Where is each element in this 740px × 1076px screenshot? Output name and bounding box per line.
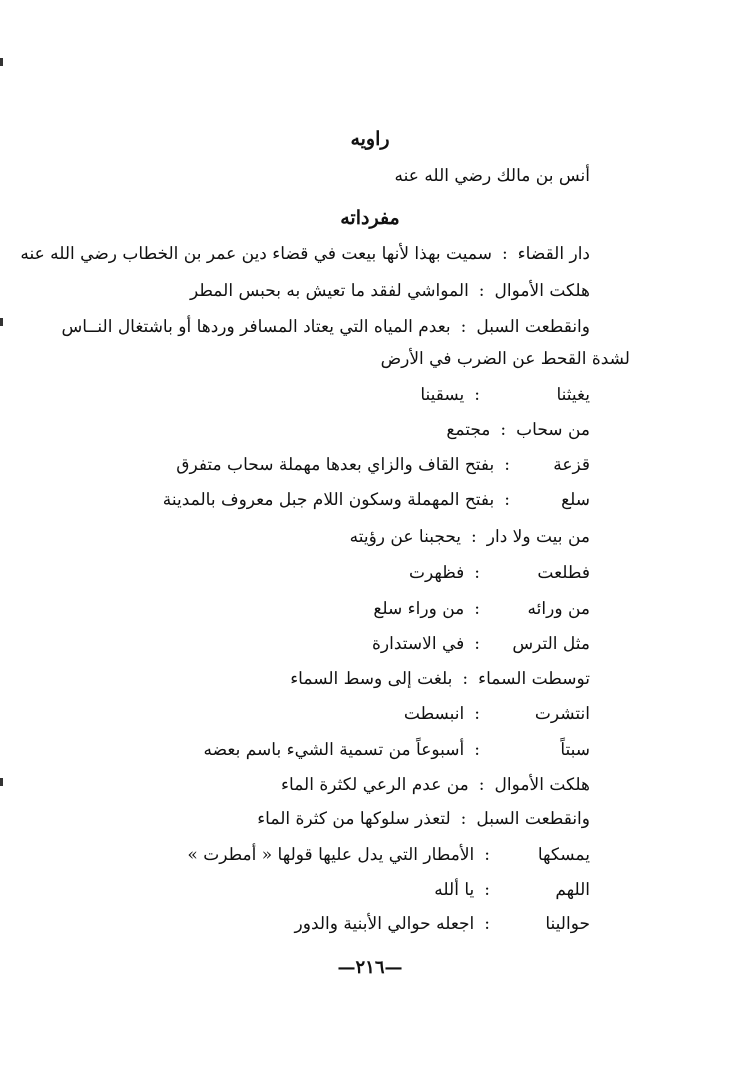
separator: : xyxy=(504,455,510,475)
glossary-term: وانقطعت السبل xyxy=(476,809,590,829)
glossary-term: سبتاً xyxy=(560,740,590,760)
glossary-term: فطلعت xyxy=(537,563,590,583)
separator: : xyxy=(504,490,510,510)
glossary-row xyxy=(420,385,590,405)
glossary-gloss: يا ألله xyxy=(434,880,475,900)
glossary-row xyxy=(350,527,590,547)
vocabulary-heading: مفرداته xyxy=(340,207,400,229)
separator: : xyxy=(474,599,480,619)
separator: : xyxy=(474,634,480,654)
glossary-row xyxy=(446,420,590,440)
glossary-term: توسطت السماء xyxy=(478,669,590,689)
separator: : xyxy=(471,527,477,547)
glossary-term: مثل الترس xyxy=(512,634,590,654)
glossary-gloss: مجتمع xyxy=(446,420,491,440)
intro-gloss: المواشي لفقد ما تعيش به بحبس المطر xyxy=(189,281,469,301)
glossary-row xyxy=(176,455,590,475)
glossary-gloss: فظهرت xyxy=(408,563,465,583)
glossary-gloss: بفتح المهملة وسكون اللام جبل معروف بالمدينة xyxy=(162,490,495,510)
separator: : xyxy=(460,809,467,829)
continuation-line: لشدة القحط عن الضرب في الأرض xyxy=(380,349,630,369)
glossary-term: سلع xyxy=(561,490,590,510)
glossary-row xyxy=(434,880,590,900)
glossary-gloss: الأمطار التي يدل عليها قولها « أمطرت » xyxy=(187,845,475,865)
glossary-row xyxy=(404,704,590,724)
separator: : xyxy=(484,914,490,934)
intro-term: دار القضاء xyxy=(517,244,590,264)
separator: : xyxy=(484,880,490,900)
glossary-term: هلكت الأموال xyxy=(494,775,590,795)
glossary-term: اللهم xyxy=(555,880,590,900)
glossary-gloss: يحجبنا عن رؤيته xyxy=(349,527,462,547)
intro-gloss: بعدم المياه التي يعتاد المسافر وردها أو باشتغال النــاس xyxy=(61,317,451,337)
intro-term: هلكت الأموال xyxy=(494,281,590,301)
glossary-row xyxy=(295,914,590,934)
separator: : xyxy=(478,775,485,795)
separator: : xyxy=(474,740,480,760)
glossary-gloss: لتعذر سلوكها من كثرة الماء xyxy=(257,809,451,829)
separator: : xyxy=(474,385,480,405)
narrator-line: أنس بن مالك رضي الله عنه xyxy=(394,166,590,186)
glossary-gloss: بلغت إلى وسط السماء xyxy=(290,669,453,689)
separator: : xyxy=(462,669,469,689)
glossary-term: قزعة xyxy=(553,455,590,475)
glossary-gloss: يسقينا xyxy=(420,385,465,405)
intro-gloss: سميت بهذا لأنها بيعت في قضاء دين عمر بن الخطاب رضي الله عنه xyxy=(20,244,492,264)
page-number: —٢١٦— xyxy=(337,957,403,978)
glossary-term: يمسكها xyxy=(537,845,590,865)
glossary-row xyxy=(257,809,590,829)
narrator-heading: راويه xyxy=(350,128,390,150)
glossary-row xyxy=(372,634,590,654)
scan-edge-mark xyxy=(0,58,3,66)
intro-line xyxy=(62,317,591,337)
glossary-row xyxy=(204,740,590,760)
intro-line xyxy=(20,244,590,264)
separator: : xyxy=(501,244,508,264)
scan-edge-mark xyxy=(0,778,3,786)
glossary-term: من ورائه xyxy=(527,599,590,619)
glossary-row xyxy=(373,599,590,619)
glossary-row xyxy=(409,563,590,583)
glossary-row xyxy=(281,775,590,795)
separator: : xyxy=(484,845,490,865)
glossary-gloss: من وراء سلع xyxy=(373,599,465,619)
glossary-term: من بيت ولا دار xyxy=(486,527,590,547)
glossary-gloss: في الاستدارة xyxy=(372,634,465,654)
glossary-row xyxy=(163,490,590,510)
separator: : xyxy=(500,420,507,440)
separator: : xyxy=(474,563,480,583)
glossary-row xyxy=(290,669,590,689)
glossary-term: من سحاب xyxy=(516,420,590,440)
intro-term: وانقطعت السبل xyxy=(476,317,590,337)
glossary-term: حوالينا xyxy=(545,914,590,934)
separator: : xyxy=(478,281,485,301)
glossary-term: انتشرت xyxy=(534,704,590,724)
separator: : xyxy=(460,317,467,337)
glossary-gloss: من عدم الرعي لكثرة الماء xyxy=(281,775,469,795)
glossary-row xyxy=(187,845,590,865)
glossary-gloss: انبسطت xyxy=(403,704,465,724)
intro-line xyxy=(190,281,590,301)
scan-edge-mark xyxy=(0,318,3,326)
glossary-gloss: أسبوعاً من تسمية الشيء باسم بعضه xyxy=(203,740,465,760)
separator: : xyxy=(474,704,480,724)
glossary-gloss: بفتح القاف والزاي بعدها مهملة سحاب متفرق xyxy=(176,455,495,475)
glossary-gloss: اجعله حوالي الأبنية والدور xyxy=(294,914,475,934)
glossary-term: يغيثنا xyxy=(556,385,590,405)
